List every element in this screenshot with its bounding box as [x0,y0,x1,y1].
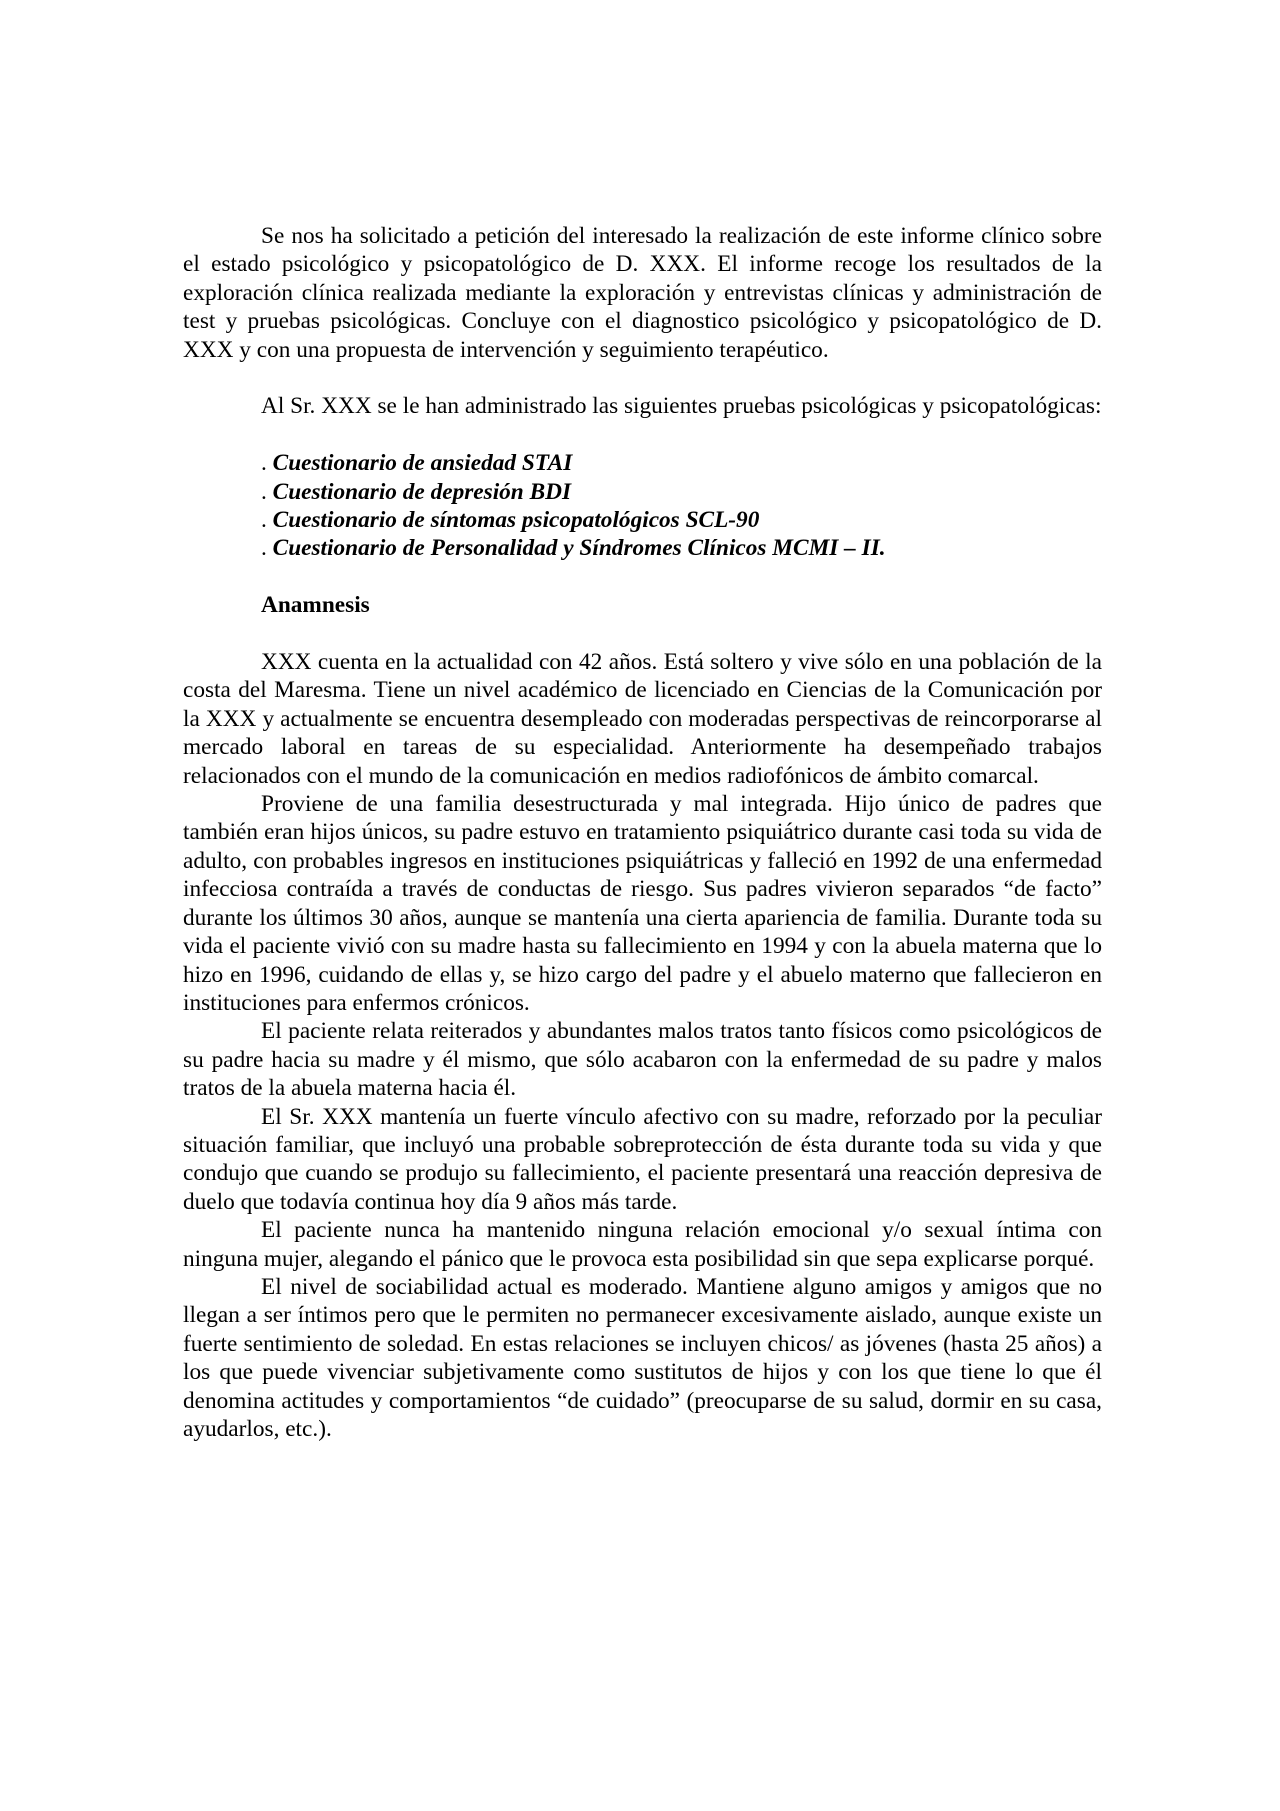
anamnesis-paragraph: Proviene de una familia desestructurada y mal integrada. Hijo único de padres que también eran hijos únicos, su padre estuvo en tratamiento psiquiátrico durante casi toda su vida de adulto, con probables ingresos en instituciones psiquiátricas y falleció en 1992 de una enfermedad infecciosa contraída a través de conductas de riesgo. Sus padres vivieron separados “de facto” durante los últimos 30 años, aunque se mantenía una cierta apariencia de familia. Durante toda su vida el paciente vivió con su madre hasta su fallecimiento en 1994 y con la abuela materna que lo hizo en 1996, cuidando de ellas y, se hizo cargo del padre y el abuelo materno que fallecieron en instituciones para enfermos crónicos. [183,791,1102,1016]
paragraph-spacer [183,620,1102,648]
anamnesis-paragraph: El paciente relata reiterados y abundantes malos tratos tanto físicos como psicológicos de su padre hacia su madre y él mismo, que sólo acabaron con la enfermedad de su padre y malos tratos de la abuela materna hacia él. [183,1018,1102,1102]
paragraph-spacer [183,421,1102,449]
test-item-label: Cuestionario de síntomas psicopatológicos SCL-90 [272,507,760,534]
anamnesis-paragraph: El paciente nunca ha mantenido ninguna relación emocional y/o sexual íntima con ninguna mujer, alegando el pánico que le provoca esta posibilidad sin que sepa explicarse porqué. [183,1217,1102,1272]
test-item-label: Cuestionario de ansiedad STAI [272,450,573,477]
intro-paragraph-tests: Al Sr. XXX se le han administrado las siguientes pruebas psicológicas y psicopatológicas: [261,393,1102,420]
test-item [261,534,1102,562]
anamnesis-paragraph: El Sr. XXX mantenía un fuerte vínculo afectivo con su madre, reforzado por la peculiar situación familiar, que incluyó una probable sobreprotección de ésta durante toda su vida y que condujo que cuando se produjo su fallecimiento, el paciente presentará una reacción depresiva de duelo que todavía continua hoy día 9 años más tarde. [183,1103,1102,1215]
tests-list [183,449,1102,563]
paragraph-spacer [183,364,1102,392]
test-item-bullet: . [261,507,267,534]
anamnesis-paragraph: XXX cuenta en la actualidad con 42 años. Está soltero y vive sólo en una población de la costa del Maresma. Tiene un nivel académico de licenciado en Ciencias de la Comunicación por la XXX y actualmente se encuentra desempleado con moderadas perspectivas de reincorporarse al mercado laboral en tareas de su especialidad. Anteriormente ha desempeñado trabajos relacionados con el mundo de la comunicación en medios radiofónicos de ámbito comarcal. [183,649,1102,789]
test-item [261,506,1102,534]
intro-paragraph-request: Se nos ha solicitado a petición del interesado la realización de este informe clínico sobre el estado psicológico y psicopatológico de D. XXX. El informe recoge los resultados de la exploración clínica realizada mediante la exploración y entrevistas clínicas y administración de test y pruebas psicológicas. Concluye con el diagnostico psicológico y psicopatológico de D. XXX y con una propuesta de intervención y seguimiento terapéutico. [183,223,1102,363]
paragraph-spacer [183,563,1102,591]
test-item [261,449,1102,477]
test-item-bullet: . [261,478,267,505]
test-item [261,478,1102,506]
test-item-bullet: . [261,450,267,477]
section-heading-anamnesis: Anamnesis [261,592,370,619]
anamnesis-paragraph: El nivel de sociabilidad actual es moderado. Mantiene alguno amigos y amigos que no llegan a ser íntimos pero que le permiten no permanecer excesivamente aislado, aunque existe un fuerte sentimiento de soledad. En estas relaciones se incluyen chicos/ as jóvenes (hasta 25 años) a los que puede vivenciar subjetivamente como sustitutos de hijos y con los que tiene lo que él denomina actitudes y comportamientos “de cuidado” (preocuparse de su salud, dormir en su casa, ayudarlos, etc.). [183,1273,1102,1442]
test-item-label: Cuestionario de depresión BDI [272,478,572,505]
test-item-bullet: . [261,535,267,562]
test-item-label: Cuestionario de Personalidad y Síndromes Clínicos MCMI – II. [272,535,886,562]
document-page [183,222,1102,1443]
